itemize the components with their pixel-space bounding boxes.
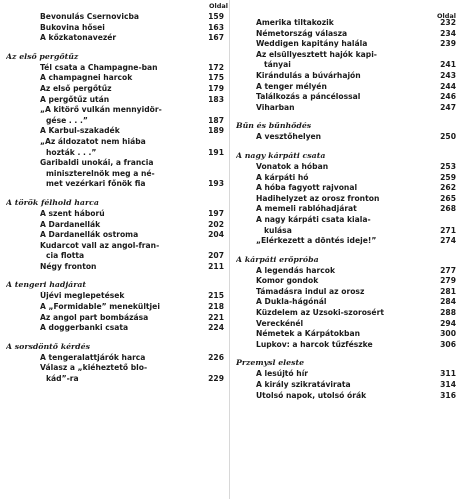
section-heading: Bűn és bűnhődés xyxy=(236,121,312,131)
toc-entry xyxy=(6,105,224,116)
toc-entry xyxy=(236,92,456,103)
entry-title: Németek a Kárpátokban xyxy=(256,329,360,339)
toc-entry xyxy=(236,60,456,71)
toc-entry xyxy=(6,363,224,374)
entry-title: A champagnei harcok xyxy=(40,73,133,83)
toc-entry xyxy=(236,276,456,287)
entry-title: Amerika tiltakozik xyxy=(256,18,334,27)
entry-page-number: 221 xyxy=(208,312,224,322)
toc-entry xyxy=(236,39,456,50)
toc-entry xyxy=(6,220,224,231)
entry-page-number: 311 xyxy=(440,369,456,379)
toc-entry xyxy=(236,319,456,330)
toc-entry xyxy=(236,18,456,29)
column-divider xyxy=(229,0,230,499)
toc-entry xyxy=(6,95,224,106)
entry-page-number: 281 xyxy=(440,286,456,296)
entry-title: A legendás harcok xyxy=(256,265,336,275)
entry-title: Lupkov: a harcok tűzfészke xyxy=(256,339,373,349)
entry-page-number: 288 xyxy=(440,308,456,318)
toc-entry xyxy=(6,313,224,324)
toc-entry xyxy=(6,353,224,364)
section-heading: A tengeri hadjárat xyxy=(6,280,86,290)
entry-title: Kudarcot vall az angol-fran- xyxy=(40,240,160,250)
entry-page-number: 183 xyxy=(208,94,224,104)
left-page-header: Oldal xyxy=(209,2,229,10)
entry-title: A pergőtűz után xyxy=(40,94,110,104)
entry-title: cia flotta xyxy=(46,251,85,261)
entry-title: Az elsüllyesztett hajók kapi- xyxy=(256,49,377,59)
toc-entry xyxy=(236,340,456,351)
entry-page-number: 197 xyxy=(208,208,224,218)
entry-title: Németország válasza xyxy=(256,28,348,38)
toc-entry xyxy=(6,73,224,84)
entry-title: Vereckénél xyxy=(256,318,304,328)
entry-page-number: 244 xyxy=(440,81,456,91)
toc-entry xyxy=(6,262,224,273)
entry-page-number: 211 xyxy=(208,261,224,271)
entry-title: gése . . .” xyxy=(46,115,88,125)
entry-title: kulása xyxy=(264,225,292,235)
entry-page-number: 193 xyxy=(208,179,224,189)
entry-title: A hóba fagyott rajvonal xyxy=(256,183,358,193)
toc-entry xyxy=(236,297,456,308)
entry-title: A Dardanellák xyxy=(40,219,101,229)
toc-entry xyxy=(236,194,456,205)
toc-entry xyxy=(236,236,456,247)
entry-page-number: 277 xyxy=(440,265,456,275)
entry-title: A doggerbanki csata xyxy=(40,323,129,333)
toc-entry xyxy=(236,71,456,82)
toc-entry xyxy=(6,148,224,159)
entry-page-number: 306 xyxy=(440,339,456,349)
section-heading: A kárpáti erőpróba xyxy=(236,254,319,264)
entry-page-number: 253 xyxy=(440,161,456,171)
toc-entry xyxy=(6,179,224,190)
entry-page-number: 175 xyxy=(208,73,224,83)
toc-entry xyxy=(6,137,224,148)
toc-entry xyxy=(236,183,456,194)
entry-title: Utolsó napok, utolsó órák xyxy=(256,390,367,400)
toc-entry xyxy=(236,103,456,114)
entry-page-number: 250 xyxy=(440,132,456,142)
toc-entry xyxy=(236,132,456,143)
toc-entry xyxy=(6,84,224,95)
toc-entry xyxy=(6,23,224,34)
toc-entry xyxy=(6,209,224,220)
toc-entry xyxy=(6,63,224,74)
entry-page-number: 259 xyxy=(440,172,456,182)
toc-entry xyxy=(236,173,456,184)
entry-page-number: 294 xyxy=(440,318,456,328)
entry-title: A tenger mélyén xyxy=(256,81,327,91)
entry-title: hozták . . .” xyxy=(46,147,97,157)
entry-title: Kirándulás a búvárhajón xyxy=(256,70,361,80)
toc-entry xyxy=(6,33,224,44)
entry-title: A memeli rablóhadjárat xyxy=(256,204,357,214)
right-page-header: Oldal xyxy=(437,12,457,20)
entry-title: Támadásra indul az orosz xyxy=(256,286,365,296)
entry-page-number: 189 xyxy=(208,126,224,136)
left-entries xyxy=(6,12,224,385)
entry-title: Küzdelem az Uzsoki-szorosért xyxy=(256,308,384,318)
entry-page-number: 241 xyxy=(440,60,456,70)
entry-title: A nagy kárpáti csata kiala- xyxy=(256,214,371,224)
entry-page-number: 284 xyxy=(440,297,456,307)
entry-title: „A kitörő vulkán mennyidör- xyxy=(40,105,162,115)
section-heading: Przemysl eleste xyxy=(236,358,305,368)
toc-entry xyxy=(6,302,224,313)
entry-page-number: 243 xyxy=(440,70,456,80)
entry-title: Az első pergőtűz xyxy=(40,83,112,93)
toc-entry xyxy=(6,323,224,334)
toc-entry xyxy=(6,291,224,302)
entry-page-number: 234 xyxy=(440,28,456,38)
entry-page-number: 316 xyxy=(440,390,456,400)
entry-page-number: 191 xyxy=(208,147,224,157)
toc-entry xyxy=(236,82,456,93)
entry-title: kád”-ra xyxy=(46,374,79,384)
toc-entry xyxy=(236,50,456,61)
toc-entry xyxy=(6,241,224,252)
toc-entry xyxy=(6,230,224,241)
toc-entry xyxy=(6,116,224,127)
entry-title: „Elérkezett a döntés ideje!” xyxy=(256,236,377,246)
entry-title: A Karbul-szakadék xyxy=(40,126,120,136)
entry-title: A lesújtó hír xyxy=(256,369,309,379)
toc-entry xyxy=(6,374,224,385)
entry-page-number: 207 xyxy=(208,251,224,261)
entry-title: Bevonulás Csernovicba xyxy=(40,12,140,21)
entry-title: tányai xyxy=(264,60,291,70)
toc-entry xyxy=(6,158,224,169)
toc-entry xyxy=(6,12,224,23)
toc-entry xyxy=(6,169,224,180)
entry-page-number: 265 xyxy=(440,193,456,203)
entry-title: Hadihelyzet az orosz fronton xyxy=(256,193,380,203)
entry-title: „Az áldozatot nem hiába xyxy=(40,136,146,146)
entry-title: A vesztőhelyen xyxy=(256,132,322,142)
entry-title: Weddigen kapitány halála xyxy=(256,39,368,49)
entry-page-number: 300 xyxy=(440,329,456,339)
entry-page-number: 215 xyxy=(208,291,224,301)
entry-title: Bukovina hősei xyxy=(40,22,105,32)
toc-entry xyxy=(236,380,456,391)
entry-title: A tengeralattjárók harca xyxy=(40,352,146,362)
entry-page-number: 314 xyxy=(440,380,456,390)
entry-title: A kőzkatonavezér xyxy=(40,33,117,43)
entry-title: A kárpáti hó xyxy=(256,172,309,182)
entry-title: A Dardanellák ostroma xyxy=(40,230,139,240)
entry-page-number: 279 xyxy=(440,276,456,286)
entry-title: Az angol part bombázása xyxy=(40,312,149,322)
toc-entry xyxy=(236,266,456,277)
toc-entry xyxy=(236,308,456,319)
toc-entry xyxy=(236,226,456,237)
right-entries xyxy=(236,18,456,401)
entry-title: met vezérkari főnök fia xyxy=(46,179,146,189)
entry-title: Komor gondok xyxy=(256,276,319,286)
entry-title: miniszterelnök meg a né- xyxy=(46,168,155,178)
entry-page-number: 229 xyxy=(208,374,224,384)
entry-page-number: 271 xyxy=(440,225,456,235)
entry-title: A „Formidable” menekültjei xyxy=(40,302,160,312)
entry-title: Válasz a „kiéheztető blo- xyxy=(40,363,148,373)
section-heading: A nagy kárpáti csata xyxy=(236,150,326,160)
toc-entry xyxy=(236,329,456,340)
toc-entry xyxy=(236,369,456,380)
entry-page-number: 172 xyxy=(208,62,224,72)
section-heading: Az első pergőtűz xyxy=(6,51,79,61)
toc-entry xyxy=(236,162,456,173)
entry-page-number: 159 xyxy=(208,12,224,21)
entry-page-number: 167 xyxy=(208,33,224,43)
entry-page-number: 226 xyxy=(208,352,224,362)
toc-entry xyxy=(236,391,456,402)
entry-title: A Dukla-hágónál xyxy=(256,297,327,307)
entry-page-number: 204 xyxy=(208,230,224,240)
section-heading: A sorsdöntő kérdés xyxy=(6,341,90,351)
toc-entry xyxy=(6,126,224,137)
entry-page-number: 232 xyxy=(440,18,456,27)
section-heading: A török félhold harca xyxy=(6,197,99,207)
entry-title: Találkozás a páncélossal xyxy=(256,92,361,102)
toc-entry xyxy=(236,287,456,298)
entry-page-number: 262 xyxy=(440,183,456,193)
entry-page-number: 247 xyxy=(440,102,456,112)
entry-page-number: 179 xyxy=(208,83,224,93)
entry-title: Vonatok a hóban xyxy=(256,161,329,171)
entry-title: Viharban xyxy=(256,102,295,112)
toc-entry xyxy=(236,29,456,40)
entry-title: Négy fronton xyxy=(40,261,97,271)
toc-entry xyxy=(236,215,456,226)
entry-title: Tél csata a Champagne-ban xyxy=(40,62,158,72)
toc-entry xyxy=(6,251,224,262)
entry-title: Garibaldi unokái, a francia xyxy=(40,158,154,168)
entry-page-number: 239 xyxy=(440,39,456,49)
entry-page-number: 268 xyxy=(440,204,456,214)
entry-page-number: 163 xyxy=(208,22,224,32)
entry-page-number: 187 xyxy=(208,115,224,125)
entry-title: Újévi meglepetések xyxy=(40,291,125,301)
entry-page-number: 224 xyxy=(208,323,224,333)
entry-page-number: 274 xyxy=(440,236,456,246)
toc-entry xyxy=(236,204,456,215)
entry-page-number: 202 xyxy=(208,219,224,229)
entry-page-number: 246 xyxy=(440,92,456,102)
entry-title: A szent háború xyxy=(40,208,105,218)
entry-title: A király szikratávirata xyxy=(256,380,351,390)
entry-page-number: 218 xyxy=(208,302,224,312)
